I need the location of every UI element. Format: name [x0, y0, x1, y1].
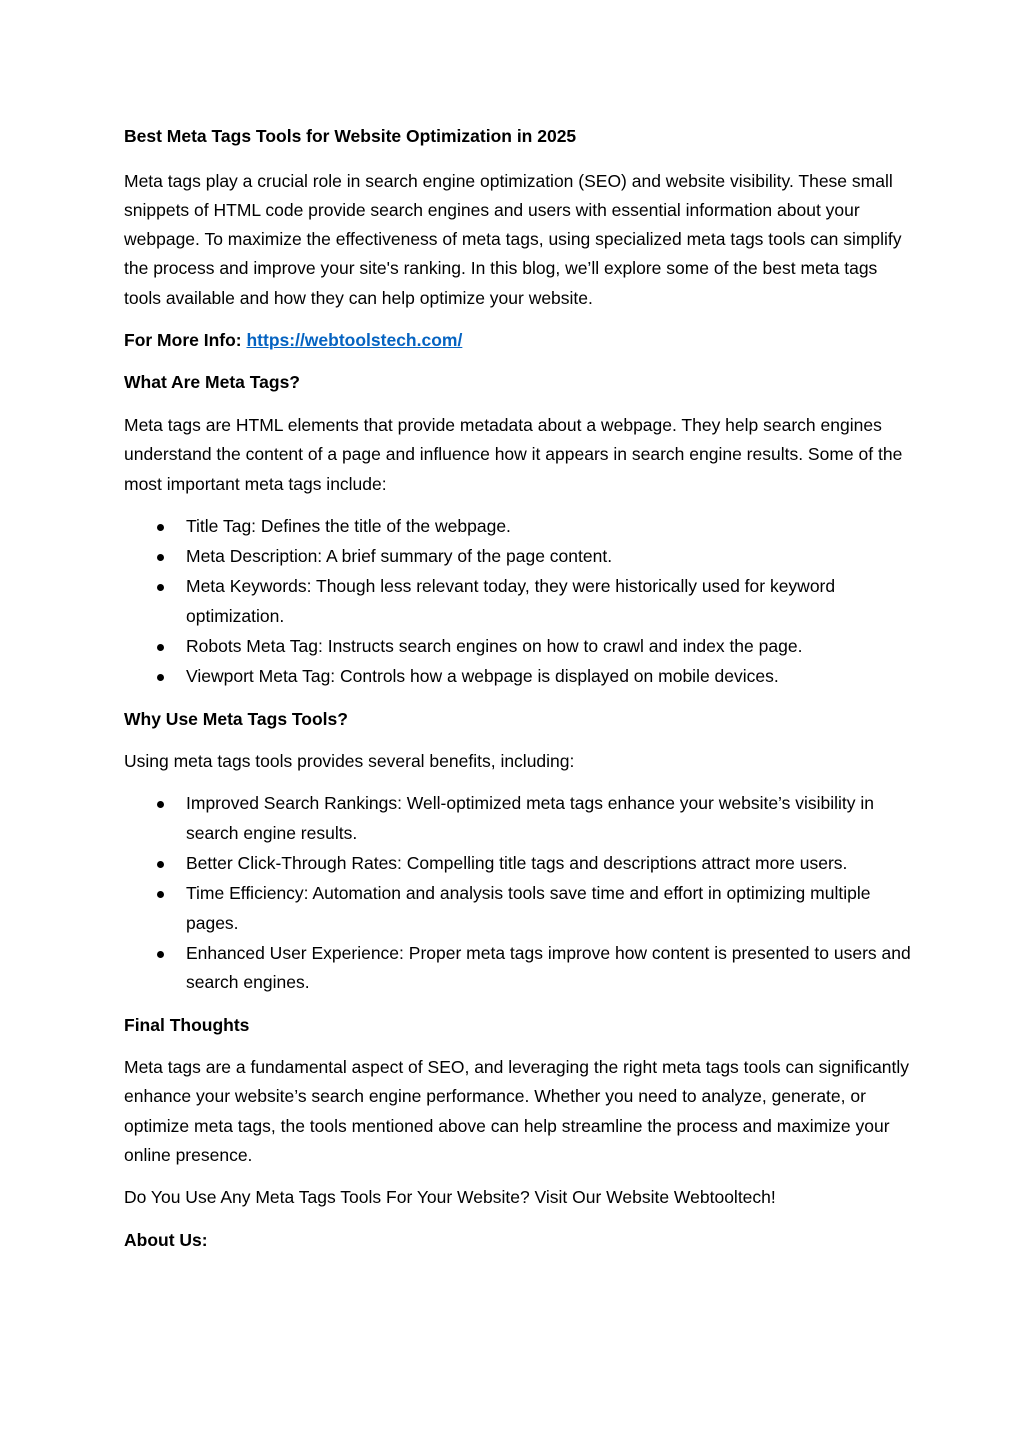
- section-heading-what-are-meta-tags: What Are Meta Tags?: [124, 372, 300, 393]
- list-item: Meta Description: A brief summary of the page content.: [124, 542, 914, 571]
- list-item: Improved Search Rankings: Well-optimized meta tags enhance your website’s visibility in search engine results.: [124, 789, 914, 848]
- bullet-icon: [157, 674, 164, 681]
- list-item: Time Efficiency: Automation and analysis tools save time and effort in optimizing multiple pages.: [124, 879, 914, 938]
- document-page: [124, 122, 914, 1268]
- bullet-icon: [157, 801, 164, 808]
- bullet-icon: [157, 584, 164, 591]
- section-heading-why-use-meta-tags-tools: Why Use Meta Tags Tools?: [124, 708, 348, 729]
- section2-paragraph: Using meta tags tools provides several benefits, including:: [124, 751, 575, 772]
- about-us-heading: About Us:: [124, 1229, 208, 1250]
- bullet-icon: [157, 891, 164, 898]
- section1-paragraph: Meta tags are HTML elements that provide metadata about a webpage. They help search engines understand the content of a page and influence how it appears in search engine results. Some of the most important meta tags include:: [124, 414, 903, 494]
- list-item: Better Click-Through Rates: Compelling title tags and descriptions attract more users.: [124, 849, 914, 878]
- benefits-list: [124, 789, 914, 997]
- bullet-icon: [157, 951, 164, 958]
- list-item: Enhanced User Experience: Proper meta tags improve how content is presented to users and search engines.: [124, 939, 914, 998]
- list-item: Title Tag: Defines the title of the webpage.: [124, 512, 914, 541]
- more-info-label: For More Info:: [124, 329, 247, 350]
- intro-paragraph: Meta tags play a crucial role in search engine optimization (SEO) and website visibility. These small snippets of HTML code provide search engines and users with essential information about your webpage. To maximize the effectiveness of meta tags, using specialized meta tags tools can simplify the process and improve your site's ranking. In this blog, we’ll explore some of the best meta tags tools available and how they can help optimize your website.: [124, 170, 902, 308]
- list-item: Viewport Meta Tag: Controls how a webpage is displayed on mobile devices.: [124, 662, 914, 691]
- bullet-icon: [157, 861, 164, 868]
- bullet-icon: [157, 524, 164, 531]
- more-info-link[interactable]: https://webtoolstech.com/: [246, 329, 463, 350]
- list-item: Meta Keywords: Though less relevant today, they were historically used for keyword optimization.: [124, 572, 914, 631]
- bullet-icon: [157, 554, 164, 561]
- section3-paragraph: Meta tags are a fundamental aspect of SEO, and leveraging the right meta tags tools can significantly enhance your website’s search engine performance. Whether you need to analyze, generate, or optimize meta tags, the tools mentioned above can help streamline the process and maximize your online presence.: [124, 1057, 910, 1165]
- meta-tags-list: [124, 512, 914, 692]
- document-title: Best Meta Tags Tools for Website Optimization in 2025: [124, 126, 577, 146]
- section-heading-final-thoughts: Final Thoughts: [124, 1014, 250, 1035]
- list-item: Robots Meta Tag: Instructs search engines on how to crawl and index the page.: [124, 632, 914, 661]
- call-to-action: Do You Use Any Meta Tags Tools For Your Website? Visit Our Website Webtooltech!: [124, 1187, 776, 1208]
- more-info-line: [124, 326, 914, 356]
- bullet-icon: [157, 644, 164, 651]
